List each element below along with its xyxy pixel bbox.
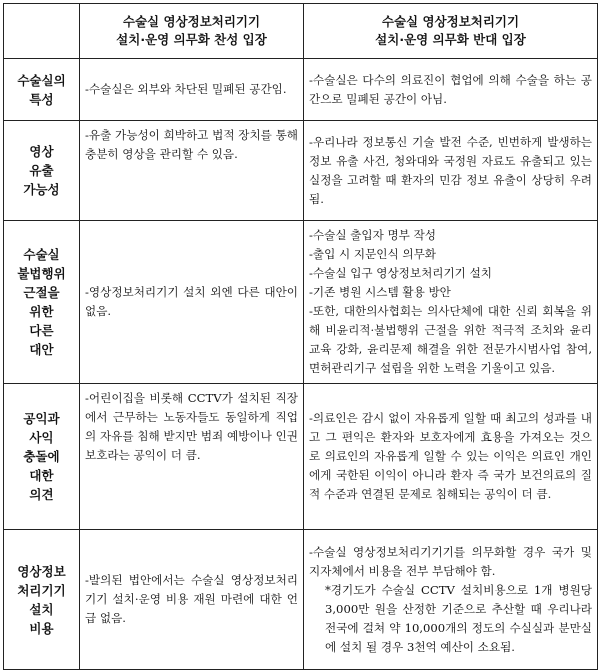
pro-cell (80, 530, 304, 670)
pro-text: -어린이집을 비롯해 CCTV가 설치된 직장에서 근무하는 노동자들도 동일하게 직업의 자유를 침해 받지만 범죄 예방이나 인권 보호라는 공익이 더 큼. (85, 391, 298, 462)
table-row (4, 121, 598, 221)
pro-cell (80, 59, 304, 121)
con-text: -출입 시 지문인식 의무화 (309, 247, 436, 261)
header-pro: 수술실 영상정보처리기기 설치·운영 의무화 찬성 입장 (80, 4, 304, 59)
con-text: -또한, 대한의사협회는 의사단체에 대한 신뢰 회복을 위해 비윤리적·불법행위 근절을 위한 적극적 조치와 윤리교육 강화, 윤리문제 해결을 위한 전문가시범사업 참여, 면허관리기구 설립을 위한 노력을 기울이고 있음. (309, 304, 592, 375)
table-row (4, 530, 598, 670)
comparison-table (3, 3, 598, 670)
row-label: 영상정보 처리기기 설치 비용 (4, 530, 80, 670)
con-text: -기존 병원 시스템 활용 방안 (309, 285, 451, 299)
con-cell (304, 121, 598, 221)
con-text: -우리나라 정보통신 기술 발전 수준, 빈번하게 발생하는 정보 유출 사건, 청와대와 국정원 자료도 유출되고 있는 실정을 고려할 때 환자의 민감 정보 유출이 상당히 우려됨. (309, 134, 592, 206)
row-label: 공익과 사익 충돌에 대한 의견 (4, 384, 80, 530)
header-con: 수술실 영상정보처리기기 설치·운영 의무화 반대 입장 (304, 4, 598, 59)
con-cell (304, 221, 598, 384)
con-cell (304, 384, 598, 530)
con-text: -수술실 출입자 명부 작성 (309, 228, 436, 242)
con-text: -의료인은 감시 없이 자유롭게 일할 때 최고의 성과를 내고 그 편익은 환자와 보호자에게 효용을 가져오는 것으로 의료인의 자유롭게 일할 수 있는 이익은 의료인 개인에게 국한된 이익이 아니라 환자 즉 국가 보건의료의 질적 수준과 연결된 문제로 침해되는 공익이 더 큼. (309, 411, 592, 501)
table-row (4, 384, 598, 530)
con-note: *경기도가 수술실 CCTV 설치비용으로 1개 병원당 3,000만 원을 산정한 기준으로 추산할 때 우리나라 전국에 걸쳐 약 10,000개의 정도의 수실실과 분만실에 설치 될 경우 3천억 예산이 소요됨. (325, 582, 592, 654)
con-text: -수술실은 다수의 의료진이 협업에 의해 수술을 하는 공간으로 밀폐된 공간이 아님. (309, 72, 592, 106)
con-text: -수술실 영상정보처리기기기를 의무화할 경우 국가 및 지자체에서 비용을 전부 부담해야 함. (309, 544, 592, 578)
row-label: 영상 유출 가능성 (4, 121, 80, 221)
table-row (4, 221, 598, 384)
pro-cell (80, 221, 304, 384)
header-row (4, 4, 598, 59)
row-label: 수술실의 특성 (4, 59, 80, 121)
row-label: 수술실 불법행위 근절을 위한 다른 대안 (4, 221, 80, 384)
pro-text: -유출 가능성이 희박하고 법적 장치를 통해 충분히 영상을 관리할 수 있음. (85, 128, 298, 161)
con-cell (304, 59, 598, 121)
con-text: -수술실 입구 영상정보처리기기 설치 (309, 266, 492, 280)
pro-cell (80, 121, 304, 221)
pro-text: -수술실은 외부와 차단된 밀폐된 공간임. (85, 82, 287, 96)
pro-text: -발의된 법안에서는 수술실 영상정보처리기기 설치·운영 비용 재원 마련에 대한 언급 없음. (85, 573, 298, 625)
pro-text: -영상정보처리기기 설치 외엔 다른 대안이 없음. (85, 285, 298, 318)
table-row (4, 59, 598, 121)
con-cell (304, 530, 598, 670)
pro-cell (80, 384, 304, 530)
header-empty (4, 4, 80, 59)
